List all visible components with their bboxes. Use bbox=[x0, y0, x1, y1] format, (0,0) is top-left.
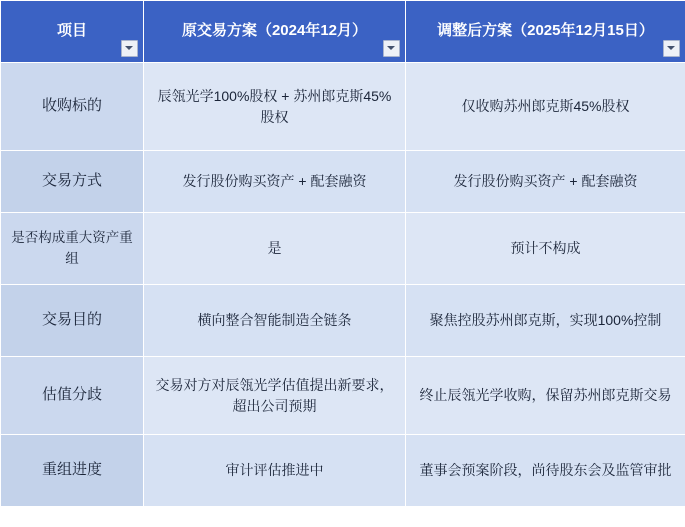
row-label: 交易目的 bbox=[1, 285, 144, 357]
column-header-adjusted-plan bbox=[406, 1, 685, 63]
table-row bbox=[1, 285, 685, 357]
table-row bbox=[1, 213, 685, 285]
column-header-original-plan bbox=[144, 1, 406, 63]
row-adjusted-value: 终止辰瓴光学收购，保留苏州郎克斯交易 bbox=[406, 357, 685, 435]
row-original-value: 交易对方对辰瓴光学估值提出新要求，超出公司预期 bbox=[144, 357, 406, 435]
column-header-adjusted-plan-label: 调整后方案（2025年12月15日） bbox=[437, 22, 654, 40]
table-row bbox=[1, 63, 685, 151]
table-header-row bbox=[1, 1, 685, 63]
row-original-value: 发行股份购买资产 + 配套融资 bbox=[144, 151, 406, 213]
column-header-original-plan-label: 原交易方案（2024年12月） bbox=[181, 22, 368, 40]
row-adjusted-value: 仅收购苏州郎克斯45%股权 bbox=[406, 63, 685, 151]
row-label: 收购标的 bbox=[1, 63, 144, 151]
row-label: 交易方式 bbox=[1, 151, 144, 213]
filter-dropdown-icon-adjusted-plan[interactable] bbox=[663, 40, 680, 57]
filter-dropdown-icon-original-plan[interactable] bbox=[383, 40, 400, 57]
row-adjusted-value: 预计不构成 bbox=[406, 213, 685, 285]
row-label: 重组进度 bbox=[1, 435, 144, 507]
table-row bbox=[1, 151, 685, 213]
row-adjusted-value: 聚焦控股苏州郎克斯，实现100%控制 bbox=[406, 285, 685, 357]
filter-dropdown-icon-item[interactable] bbox=[121, 40, 138, 57]
row-label: 估值分歧 bbox=[1, 357, 144, 435]
row-original-value: 辰瓴光学100%股权 + 苏州郎克斯45%股权 bbox=[144, 63, 406, 151]
row-original-value: 是 bbox=[144, 213, 406, 285]
column-header-item bbox=[1, 1, 144, 63]
row-adjusted-value: 发行股份购买资产 + 配套融资 bbox=[406, 151, 685, 213]
table-row bbox=[1, 435, 685, 507]
table-row bbox=[1, 357, 685, 435]
row-adjusted-value: 董事会预案阶段，尚待股东会及监管审批 bbox=[406, 435, 685, 507]
row-label: 是否构成重大资产重组 bbox=[1, 213, 144, 285]
row-original-value: 横向整合智能制造全链条 bbox=[144, 285, 406, 357]
row-original-value: 审计评估推进中 bbox=[144, 435, 406, 507]
column-header-item-label: 项目 bbox=[56, 22, 87, 40]
